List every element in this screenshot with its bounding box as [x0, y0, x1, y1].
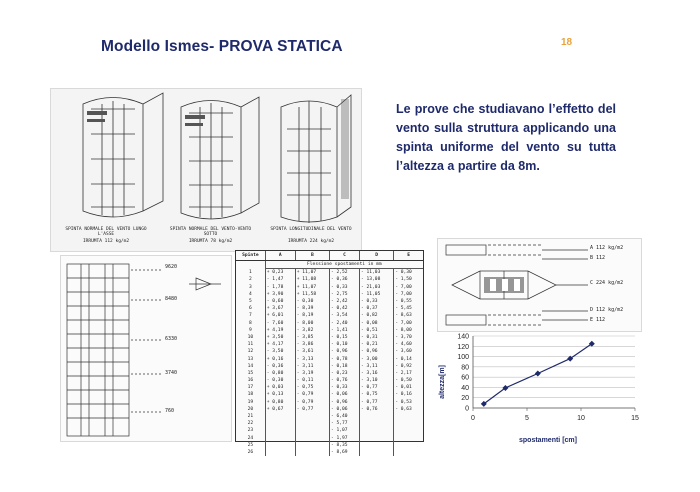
table-row: [236, 391, 423, 398]
table-row: [236, 406, 423, 413]
load-label-d: [590, 307, 623, 313]
table-cell: - 3,61: [295, 348, 329, 355]
table-cell-spinta: 3: [248, 284, 252, 290]
elevation-label-2: 8480: [165, 296, 178, 302]
table-cell: - 0,14: [394, 355, 423, 362]
table-cell: - 3,10: [359, 377, 393, 384]
table-cell: - 0,75: [359, 391, 393, 398]
table-subheader: Flessione spostamenti in mm: [265, 261, 423, 269]
table-cell: - 0,60: [265, 298, 295, 305]
table-cell: + 0,16: [265, 355, 295, 362]
table-row: [236, 305, 423, 312]
table-cell: - 0,15: [329, 334, 359, 341]
table-header-row: [236, 251, 423, 261]
chart-xtick-label: 10: [577, 415, 585, 422]
table-subheader-row: [236, 261, 423, 269]
table-row: [236, 449, 423, 456]
table-cell: - 0,30: [295, 298, 329, 305]
table-cell: + 3,50: [265, 334, 295, 341]
table-cell: + 0,03: [265, 384, 295, 391]
table-cell: - 8,19: [295, 312, 329, 319]
table-row: [236, 377, 423, 384]
table-cell-spinta: 21: [247, 414, 254, 420]
table-row: [236, 420, 423, 427]
table-row: [236, 348, 423, 355]
table-cell: - 3,50: [265, 348, 295, 355]
table-cell: [265, 420, 295, 427]
table-cell: - 0,82: [359, 312, 393, 319]
table-cell: - 0,75: [295, 384, 329, 391]
table-cell: + 11,07: [295, 284, 329, 291]
table-cell: - 11,03: [359, 269, 393, 277]
table-cell: + 6,01: [265, 312, 295, 319]
table-cell: [359, 427, 393, 434]
chart-ytick-label: 40: [461, 384, 469, 392]
table-cell: - 8,69: [329, 449, 359, 456]
table-cell: - 1,50: [394, 276, 423, 283]
page-number: 18: [561, 37, 573, 48]
table-cell: [295, 427, 329, 434]
table-cell: [359, 449, 393, 456]
table-cell: - 2,52: [329, 269, 359, 277]
table-cell: - 3,16: [359, 370, 393, 377]
table-cell-spinta: 24: [247, 435, 254, 441]
table-cell-spinta: 9: [248, 327, 252, 333]
table-cell: - 8,63: [394, 312, 423, 319]
table-cell: - 3,60: [394, 348, 423, 355]
table-header-b: B: [295, 251, 329, 261]
table-cell: - 1,47: [265, 276, 295, 283]
table-cell: - 4,60: [394, 341, 423, 348]
load-label-c-point: C: [590, 280, 594, 286]
table-cell: - 0,11: [295, 377, 329, 384]
table-cell: - 3,54: [329, 312, 359, 319]
table-cell-spinta: 11: [247, 342, 254, 348]
table-cell-spinta: 25: [247, 442, 254, 448]
load-label-a-value: 112 kg/m2: [596, 245, 624, 251]
table-cell: - 7,00: [394, 320, 423, 327]
table-cell: [295, 442, 329, 449]
table-cell: - 3,11: [295, 363, 329, 370]
table-row: [236, 320, 423, 327]
chart-axes: [473, 336, 635, 408]
table-cell: - 2,42: [329, 298, 359, 305]
table-cell: - 2,17: [394, 370, 423, 377]
table-cell: + 11,08: [295, 276, 329, 283]
chart-xtick-label: 15: [631, 415, 639, 422]
table-cell: + 0,80: [265, 399, 295, 406]
table-cell: [265, 442, 295, 449]
table-cell: - 0,10: [329, 341, 359, 348]
load-label-b: [590, 255, 605, 261]
table-cell: - 0,80: [265, 370, 295, 377]
table-cell: - 5,77: [329, 420, 359, 427]
table-cell: - 0,78: [329, 355, 359, 362]
table-cell: [295, 420, 329, 427]
table-cell: [295, 413, 329, 420]
table-cell: - 0,77: [295, 406, 329, 413]
table-cell: - 8,00: [394, 327, 423, 334]
chart-points: [481, 341, 595, 407]
table-cell: + 3,67: [265, 305, 295, 312]
chart-point: [535, 371, 541, 377]
table-cell: + 0,13: [265, 391, 295, 398]
table-row: [236, 312, 423, 319]
table-cell: - 0,36: [265, 363, 295, 370]
table-row: [236, 334, 423, 341]
table-cell: - 7,60: [265, 320, 295, 327]
table-cell: - 0,30: [265, 377, 295, 384]
caption-1: SPINTA NORMALE DEL VENTO LUNGO L'ASSE: [65, 227, 147, 237]
table-cell: - 21,03: [359, 284, 393, 291]
table-row: [236, 427, 423, 434]
table-cell: - 0,96: [329, 348, 359, 355]
table-cell: - 0,31: [359, 334, 393, 341]
table-cell: [265, 435, 295, 442]
chart-ytick-label: 140: [457, 333, 469, 341]
table-cell-spinta: 8: [248, 320, 252, 326]
table-cell: - 0,76: [359, 406, 393, 413]
table-header-c: C: [329, 251, 359, 261]
table-row: [236, 355, 423, 362]
table-cell: - 0,33: [359, 298, 393, 305]
load-label-b-value: 112: [596, 255, 606, 261]
displacement-chart: [435, 330, 645, 450]
table-cell: + 4,19: [265, 327, 295, 334]
table-cell: [394, 420, 423, 427]
chart-ticks: [457, 334, 639, 423]
table-cell: - 0,55: [394, 298, 423, 305]
table-cell: - 1,07: [329, 427, 359, 434]
table-cell: - 1,78: [265, 284, 295, 291]
table-cell: - 6,40: [329, 413, 359, 420]
chart-ytick-label: 0: [465, 405, 469, 413]
table-cell-spinta: 22: [247, 421, 254, 427]
chart-xlabel: spostamenti [cm]: [519, 437, 577, 444]
table-cell: - 0,16: [394, 391, 423, 398]
elevation-sketch: [61, 256, 231, 441]
table-cell: + 11,58: [295, 291, 329, 298]
table-row: [236, 276, 423, 283]
table-cell: - 3,70: [394, 334, 423, 341]
table-cell: - 0,06: [329, 391, 359, 398]
table-header-d: D: [359, 251, 393, 261]
table-row: [236, 413, 423, 420]
table-cell-spinta: 5: [248, 299, 252, 305]
table-row: [236, 327, 423, 334]
table-cell: + 3,90: [265, 291, 295, 298]
table-cell-spinta: 6: [248, 306, 252, 312]
table-cell: + 0,23: [265, 269, 295, 277]
chart-xtick-label: 5: [525, 415, 529, 422]
table-cell-spinta: 2: [248, 277, 252, 283]
table-cell: - 0,33: [329, 384, 359, 391]
table-cell: [295, 449, 329, 456]
load-label-d-point: D: [590, 307, 594, 313]
table-cell: - 0,18: [329, 363, 359, 370]
table-cell: - 0,76: [329, 377, 359, 384]
table-cell: - 0,36: [329, 276, 359, 283]
table-cell: [394, 435, 423, 442]
load-label-e: [590, 317, 605, 323]
elevation-label-4: 3740: [165, 370, 178, 376]
table-cell: [359, 413, 393, 420]
table-cell-spinta: 20: [247, 406, 254, 412]
table-cell: - 0,63: [394, 406, 423, 413]
table-cell: [295, 435, 329, 442]
table-cell: [265, 427, 295, 434]
table-cell: - 3,85: [295, 334, 329, 341]
table-cell: - 0,37: [359, 305, 393, 312]
chart-ylabel: altezza[m]: [439, 365, 446, 399]
table-cell: + 4,17: [265, 341, 295, 348]
table-cell: - 8,39: [295, 305, 329, 312]
table-cell: - 0,96: [359, 348, 393, 355]
table-cell: - 0,53: [394, 399, 423, 406]
load-label-e-point: E: [590, 317, 594, 323]
load-label-e-value: 112: [596, 317, 606, 323]
plan-load-drawing: [437, 238, 642, 332]
chart-ytick-label: 80: [461, 364, 469, 372]
tower-elevation-drawing: [60, 255, 232, 442]
table-header-e: E: [394, 251, 423, 261]
table-row: [236, 363, 423, 370]
table-row: [236, 384, 423, 391]
table-cell: - 0,77: [359, 399, 393, 406]
load-label-c: [590, 280, 623, 286]
table-cell: [265, 413, 295, 420]
chart-ytick-label: 60: [461, 374, 469, 382]
table-row: [236, 341, 423, 348]
table-cell: - 1,97: [329, 435, 359, 442]
elevation-label-3: 6330: [165, 336, 178, 342]
table-cell: - 11,05: [359, 291, 393, 298]
table-cell: [265, 449, 295, 456]
caption-3-value: IRRUMTA 224 kg/m2: [287, 239, 335, 244]
table-cell-spinta: 13: [247, 356, 254, 362]
table-cell: - 3,19: [295, 370, 329, 377]
table-row: [236, 284, 423, 291]
table-cell: [394, 427, 423, 434]
table-cell: - 0,08: [359, 320, 393, 327]
table-cell-spinta: 16: [247, 378, 254, 384]
chart-grid: [473, 336, 635, 408]
chart-xtick-label: 0: [471, 415, 475, 422]
load-label-c-value: 224 kg/m2: [596, 280, 624, 286]
table-row: [236, 399, 423, 406]
table-cell: - 0,50: [394, 377, 423, 384]
table-cell: - 8,35: [329, 442, 359, 449]
table-cell: - 0,96: [329, 399, 359, 406]
table-cell: - 0,06: [329, 406, 359, 413]
table-header-a: A: [265, 251, 295, 261]
chart-ytick-label: 20: [461, 395, 469, 403]
table-cell: - 5,45: [394, 305, 423, 312]
table-cell-spinta: 7: [248, 313, 252, 319]
chart-ytick-label: 120: [457, 343, 469, 351]
displacement-table: [235, 250, 424, 455]
table-cell: - 8,00: [295, 320, 329, 327]
table-cell: + 0,67: [265, 406, 295, 413]
slide-title: Modello Ismes- PROVA STATICA: [101, 38, 343, 55]
table-header-spinte: Spinte: [236, 251, 265, 261]
table-cell-spinta: 26: [247, 449, 254, 455]
load-label-d-value: 112 kg/m2: [596, 307, 624, 313]
table-cell: - 3,86: [295, 341, 329, 348]
table-row: [236, 298, 423, 305]
table-cell: [359, 435, 393, 442]
table-cell-spinta: 18: [247, 392, 254, 398]
table-cell: - 7,00: [394, 284, 423, 291]
table-row: [236, 370, 423, 377]
table-cell: - 7,00: [394, 291, 423, 298]
table-cell: - 0,51: [359, 327, 393, 334]
elevation-label-5: 760: [165, 408, 175, 414]
table-cell: [359, 442, 393, 449]
load-label-a-point: A: [590, 245, 594, 251]
table-cell: - 2,75: [329, 291, 359, 298]
table-cell: - 0,21: [359, 341, 393, 348]
table-body: [236, 269, 423, 456]
table-cell: - 1,41: [329, 327, 359, 334]
table-cell-spinta: 1: [248, 270, 252, 276]
caption-1-value: IRRUMTA 112 kg/m2: [82, 239, 130, 244]
table-cell: [394, 449, 423, 456]
table-cell: - 0,23: [329, 370, 359, 377]
table-cell: - 0,79: [295, 399, 329, 406]
table-cell: - 3,00: [359, 355, 393, 362]
table-cell: [394, 442, 423, 449]
table-cell: - 3,82: [295, 327, 329, 334]
caption-3: SPINTA LONGITUDINALE DEL VENTO: [270, 227, 352, 232]
load-label-b-point: B: [590, 255, 594, 261]
table-cell-spinta: 15: [247, 370, 254, 376]
table-cell-spinta: 19: [247, 399, 254, 405]
table-cell: + 11,07: [295, 269, 329, 277]
wind-load-drawings: [50, 88, 362, 252]
table-cell: - 3,11: [359, 363, 393, 370]
chart-ytick-label: 100: [457, 354, 469, 362]
load-label-a: [590, 245, 623, 251]
table-cell: - 0,77: [359, 384, 393, 391]
table-row: [236, 435, 423, 442]
table-cell: [394, 413, 423, 420]
table-cell: - 3,13: [295, 355, 329, 362]
table-cell: - 0,92: [394, 363, 423, 370]
table-cell: - 0,30: [394, 269, 423, 277]
table-row: [236, 269, 423, 277]
table-cell: - 2,40: [329, 320, 359, 327]
table-cell: - 13,08: [359, 276, 393, 283]
table-cell-spinta: 23: [247, 428, 254, 434]
caption-2-value: IRRUMTA 78 kg/m2: [188, 239, 233, 244]
table-row: [236, 442, 423, 449]
slide-paragraph: Le prove che studiavano l’effetto del vento sulla struttura applicando una spinta uniforme del vento su tutta l’altezza a partire da 8m.: [396, 102, 616, 173]
table-cell-spinta: 10: [247, 334, 254, 340]
table-cell: - 0,42: [329, 305, 359, 312]
table-cell: [359, 420, 393, 427]
table-cell: - 0,01: [394, 384, 423, 391]
table-cell: - 0,33: [329, 284, 359, 291]
table-cell: - 0,79: [295, 391, 329, 398]
elevation-label-1: 9620: [165, 264, 178, 270]
table-cell-spinta: 17: [247, 385, 254, 391]
table-cell-spinta: 4: [248, 291, 252, 297]
table-row: [236, 291, 423, 298]
table-cell-spinta: 14: [247, 363, 254, 369]
caption-2: SPINTA NORMALE DEL VENTO-VENTO SOTTO: [169, 227, 252, 237]
table-cell-spinta: 12: [247, 349, 254, 355]
